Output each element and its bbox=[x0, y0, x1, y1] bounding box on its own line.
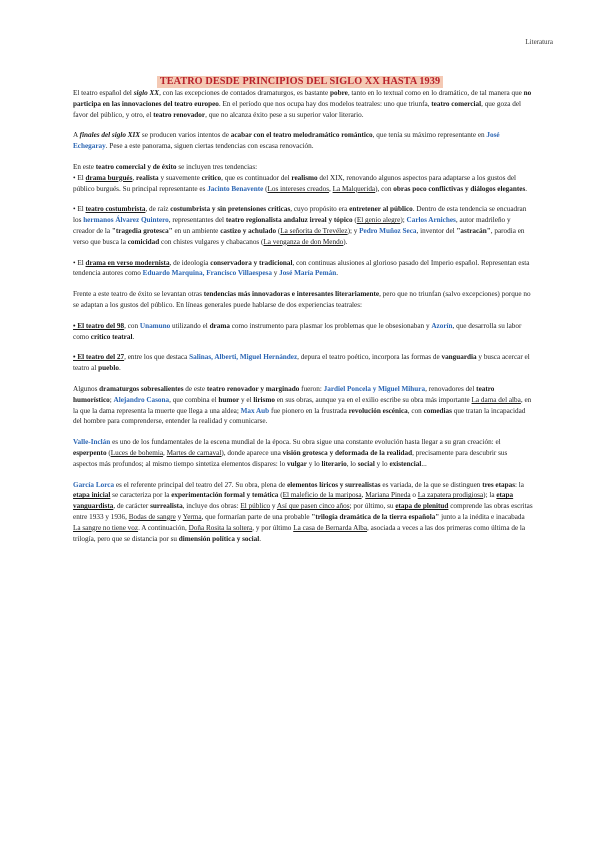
document-body bbox=[73, 88, 533, 544]
title-wrap bbox=[0, 71, 600, 89]
paragraph-valle-inclan: Valle-Inclán es uno de los fundamentales de la escena mundial de la época. Su obra sigue una constante evolución hasta llegar a su gran creación: el esperpento (Luces de bohemia, Martes de carnaval), donde aparece una visión grotesca y deformada de la realidad, precisamente para descubrir sus aspectos más profundos; al mismo tiempo sintetiza elementos dispares: lo vulgar y lo literario, lo social y lo existencial... bbox=[73, 438, 508, 468]
paragraph-dramaturgos: Algunos dramaturgos sobresalientes de este teatro renovador y marginado fueron: Jardiel Poncela y Miguel Mihura, renovadores del teatro humorístico; Alejandro Casona, que combina el humor y el lirismo en sus obras, aunque ya en el exilio escribe su obra más importante La dama del alba, en la que la dama representa la muerte que llega a una aldea; Max Aub fue pionero en la frustrada revolución escénica, con comedias que tratan la incapacidad del hombre para comprenderse, entender la realidad y comunicarse. bbox=[73, 384, 532, 426]
paragraph-innovative: Frente a este teatro de éxito se levantan otras tendencias más innovadoras e interesantes literariamente, pero que no triunfan (salvo excepciones) porque no se adaptan a los gustos del público. En líneas generales puede hablarse de dos experiencias teatrales: bbox=[73, 290, 531, 309]
paragraph-teatro-98: • El teatro del 98, con Unamuno utilizando el drama como instrumento para plasmar los problemas que le obsesionaban y Azorín, que desarrolla su labor como crítico teatral. bbox=[73, 321, 522, 341]
paragraph-late-xix: A finales del siglo XIX se producen varios intentos de acabar con el teatro melodramático romántico, que tenía su máximo representante en José Echegaray. Pese a este panorama, siguen ciertas tendencias con escasa renovación. bbox=[73, 131, 500, 151]
header-subject: Literatura bbox=[525, 38, 553, 46]
paragraph-commercial-theatre: En este teatro comercial y de éxito se incluyen tres tendencias: • El drama burgués, realista y suavemente crítico, que es continuador del realismo del XIX, renovando algunos aspectos para adaptarse a los gustos del público burgués. Su principal representante es Jacinto Benavente (Los intereses creados, La Malquerida), con obras poco conflictivas y diálogos elegantes. bbox=[73, 162, 528, 193]
paragraph-modernist-drama: • El drama en verso modernista, de ideología conservadora y tradicional, con continuas alusiones al glorioso pasado del Imperio español. Representan esta tendencia autores como Eduardo Marquina, Francisco Villaespesa y José María Pemán. bbox=[73, 258, 530, 278]
paragraph-teatro-27: • El teatro del 27, entre los que destaca Salinas, Alberti, Miguel Hernández, depura el teatro poético, incorpora las formas de vanguardia y busca acercar el teatro al pueblo. bbox=[73, 353, 530, 373]
page-title: TEATRO DESDE PRINCIPIOS DEL SIGLO XX HASTA 1939 bbox=[157, 76, 443, 88]
paragraph-garcia-lorca: García Lorca es el referente principal del teatro del 27. Su obra, plena de elementos líricos y surrealistas es variada, de la que se distinguen tres etapas: la etapa inicial se caracteriza por la experimentación formal y temática (El maleficio de la mariposa, Mariana Pineda o La zapatera prodigiosa); la etapa vanguardista, de carácter surrealista, incluye dos obras: El público y Así que pasen cinco años; por último, su etapa de plenitud comprende las obras escritas entre 1933 y 1936, Bodas de sangre y Yerma, que formarían parte de una probable "trilogía dramática de la tierra española" junto a la inédita e inacabada La sangre no tiene voz. A continuación, Doña Rosita la soltera, y por último La casa de Bernarda Alba, asociada a veces a las dos primeras como última de la trilogía, pero que se distancia por su dimensión política y social. bbox=[73, 480, 533, 543]
paragraph-costumbrista: • El teatro costumbrista, de raíz costumbrista y sin pretensiones críticas, cuyo propósito era entretener al público. Dentro de esta tendencia se encuadran los hermanos Álvarez Quintero, representantes del teatro regionalista andaluz irreal y tópico (El genio alegre); Carlos Arniches, autor madrileño y creador de la "tragedia grotesca" en un ambiente castizo y achulado (La señorita de Trevélez); y Pedro Muñoz Seca, inventor del "astracán", parodia en verso que busca la comicidad con chistes vulgares y chabacanos (La venganza de don Mendo). bbox=[73, 205, 527, 246]
paragraph-intro: El teatro español del siglo XX, con las excepciones de contados dramaturgos, es bastante pobre, tanto en lo textual como en lo dramático, de tal manera que no participa en las innovaciones del teatro europeo. En el período que nos ocupa hay dos modelos teatrales: uno que triunfa, teatro comercial, que goza del favor del público, y otro, el teatro renovador, que no alcanza éxito pese a su superior valor literario. bbox=[73, 89, 532, 119]
